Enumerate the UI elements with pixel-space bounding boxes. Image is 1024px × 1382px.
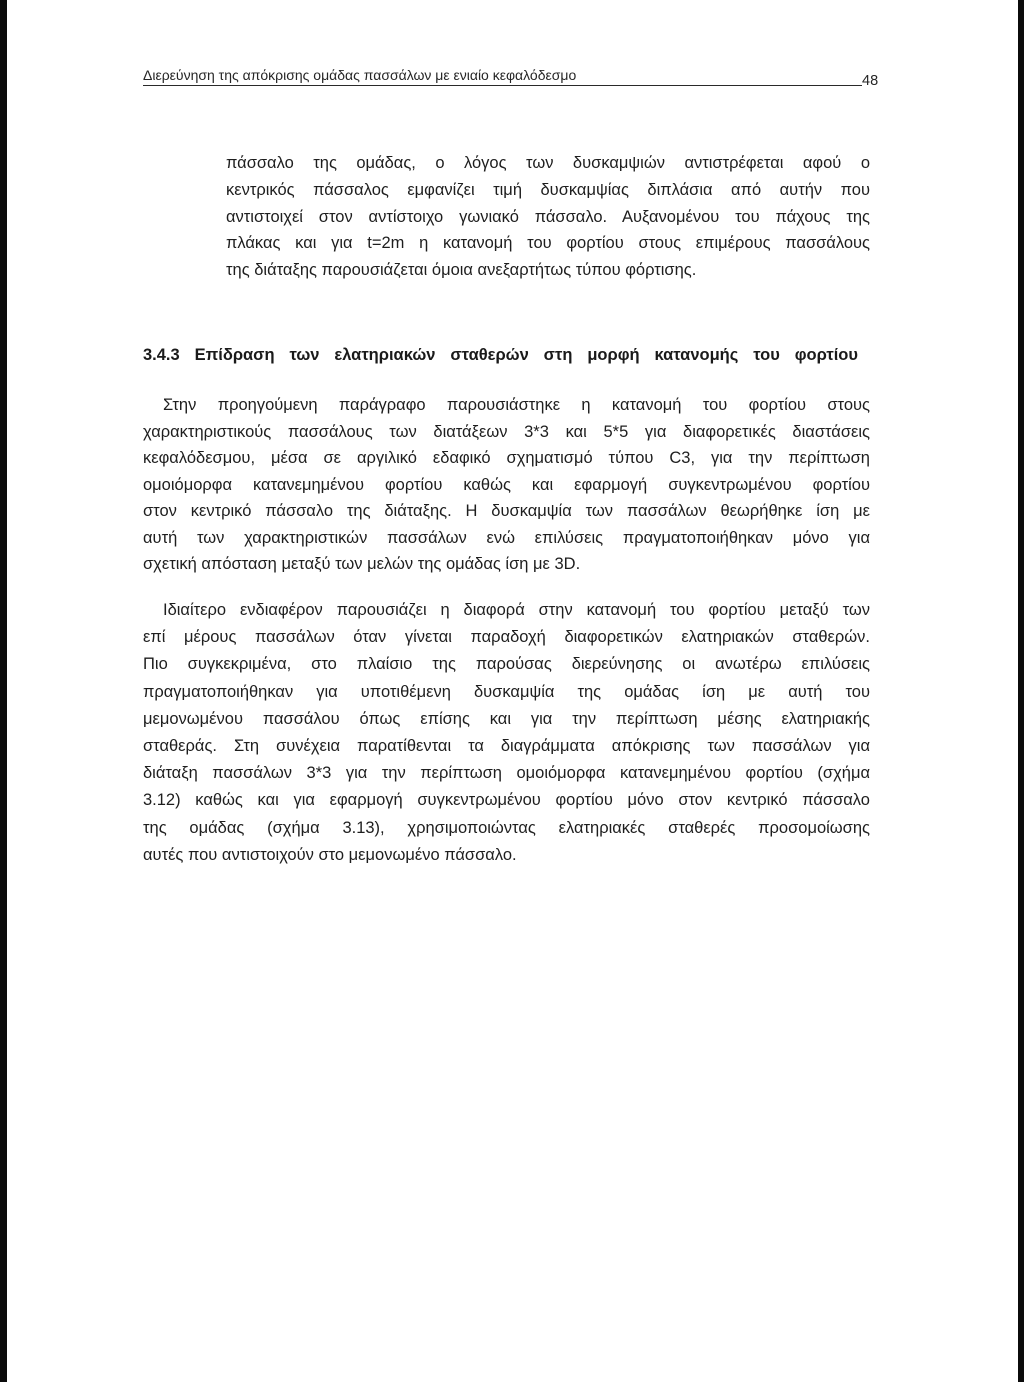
paragraph-line: επί μέρους πασσάλων όταν γίνεται παραδοχή διαφορετικών ελατηριακών σταθερών. (143, 628, 870, 647)
paragraph-line: της διάταξης παρουσιάζεται όμοια ανεξαρτήτως τύπου φόρτισης. (226, 261, 697, 280)
paragraph-line: πραγματοποιήθηκαν για υποτιθέμενη δυσκαμψία της ομάδας ίση με αυτή του (143, 682, 870, 701)
paragraph-line: μεμονωμένου πασσάλου όπως επίσης και για την περίπτωση μέσης ελατηριακής (143, 709, 870, 728)
paragraph-line: στον κεντρικό πάσσαλο της διάταξης. Η δυσκαμψία των πασσάλων θεωρήθηκε ίση με (143, 502, 870, 520)
body-paragraph (143, 597, 870, 869)
paragraph-line: σχετική απόσταση μεταξύ των μελών της ομάδας ίση με 3D. (143, 555, 581, 573)
page-number: 48 (862, 73, 879, 89)
paragraph-line: αντιστοιχεί στον αντίστοιχο γωνιακό πάσσαλο. Αυξανομένου του πάχους της (226, 207, 870, 226)
paragraph-line: Πιο συγκεκριμένα, στο πλαίσιο της παρούσας διερεύνησης οι ανωτέρω επιλύσεις (143, 655, 870, 674)
paragraph-line: αυτές που αντιστοιχούν στο μεμονωμένο πάσσαλο. (143, 845, 517, 864)
paragraph-line: 3.12) καθώς και για εφαρμογή συγκεντρωμένου φορτίου μόνο στον κεντρικό πάσσαλο (143, 791, 870, 810)
scan-border-right (1018, 0, 1024, 1382)
paragraph-line: διάταξη πασσάλων 3*3 για την περίπτωση ομοιόμορφα κατανεμημένου φορτίου (σχήμα (143, 764, 870, 783)
paragraph-line: ομοιόμορφα κατανεμημένου φορτίου καθώς και εφαρμογή συγκεντρωμένου φορτίου (143, 475, 870, 494)
section-heading: 3.4.3 Επίδραση των ελατηριακών σταθερών στη μορφή κατανομής του φορτίου (143, 346, 858, 364)
running-header: Διερεύνηση της απόκρισης ομάδας πασσάλων με ενιαίο κεφαλόδεσμο (143, 66, 862, 86)
paragraph-line: κεφαλόδεσμου, μέσα σε αργιλικό εδαφικό σχηματισμό τύπου C3, για την περίπτωση (143, 449, 870, 467)
paragraph-line: χαρακτηριστικούς πασσάλους των διατάξεων 3*3 και 5*5 για διαφορετικές διαστάσεις (143, 422, 870, 441)
body-paragraph-continued (226, 150, 870, 284)
paragraph-line: Ιδιαίτερο ενδιαφέρον παρουσιάζει η διαφορά στην κατανομή του φορτίου μεταξύ των (163, 601, 870, 619)
paragraph-line: της ομάδας (σχήμα 3.13), χρησιμοποιώντας ελατηριακές σταθερές προσομοίωσης (143, 818, 870, 837)
paragraph-line: κεντρικός πάσσαλος εμφανίζει τιμή δυσκαμψίας διπλάσια από αυτήν που (226, 180, 870, 199)
paragraph-line: αυτή των χαρακτηριστικών πασσάλων ενώ επιλύσεις πραγματοποιήθηκαν μόνο για (143, 528, 870, 547)
paragraph-line: πάσσαλο της ομάδας, ο λόγος των δυσκαμψιών αντιστρέφεται αφού ο (226, 154, 870, 172)
paragraph-line: πλάκας και για t=2m η κατανομή του φορτίου στους επιμέρους πασσάλους (226, 234, 870, 253)
paragraph-line: σταθεράς. Στη συνέχεια παρατίθενται τα διαγράμματα απόκρισης των πασσάλων για (143, 737, 870, 756)
scan-border-left (0, 0, 7, 1382)
body-paragraph (143, 392, 870, 578)
paragraph-line: Στην προηγούμενη παράγραφο παρουσιάστηκε η κατανομή του φορτίου στους (163, 396, 870, 414)
